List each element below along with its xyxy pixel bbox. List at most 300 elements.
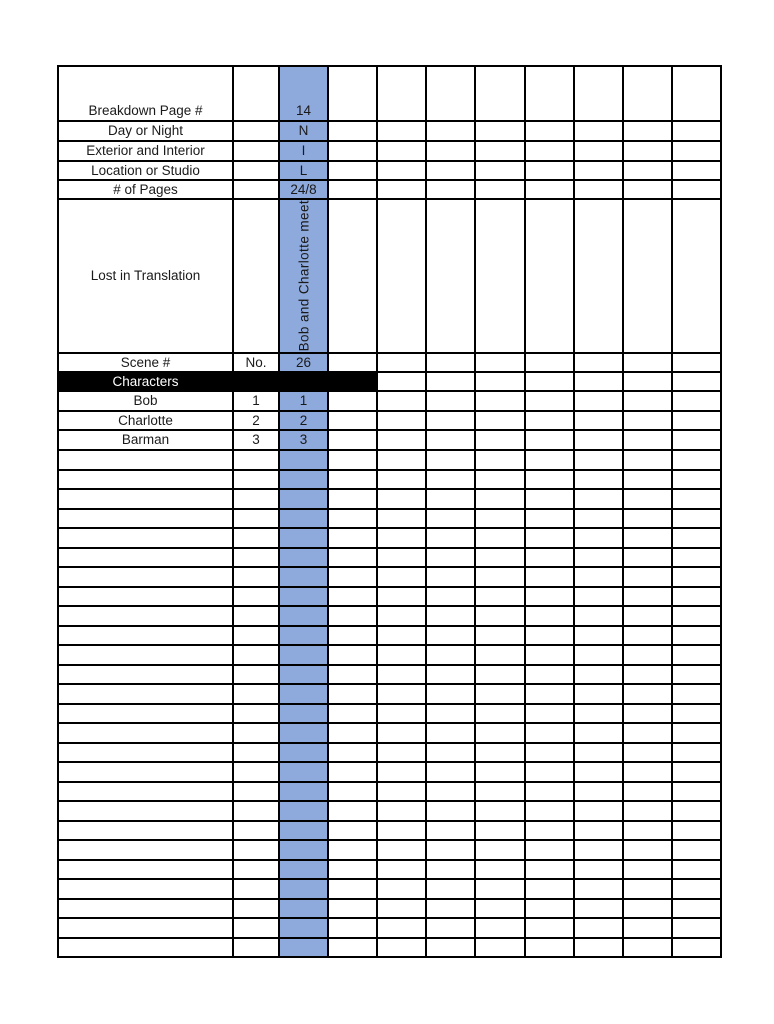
empty-no-cell bbox=[234, 744, 278, 762]
empty-strip-cell bbox=[427, 627, 474, 645]
empty-row bbox=[59, 490, 720, 508]
empty-strip-cell bbox=[575, 724, 622, 742]
empty-strip-cell bbox=[575, 200, 622, 352]
empty-no-cell bbox=[234, 939, 278, 957]
empty-strip-cell bbox=[575, 841, 622, 859]
character-number: 3 bbox=[252, 432, 260, 448]
empty-strip-cell bbox=[624, 354, 671, 371]
empty-strip-cell bbox=[526, 373, 573, 390]
empty-row bbox=[59, 939, 720, 957]
scene-label-cell bbox=[59, 354, 232, 371]
empty-strip-cell bbox=[476, 354, 523, 371]
empty-strip-cell bbox=[526, 67, 573, 120]
scene-number-cell bbox=[280, 354, 327, 371]
empty-label-cell bbox=[59, 607, 232, 625]
empty-strip-cell bbox=[624, 666, 671, 684]
empty-strip-cell bbox=[378, 451, 425, 469]
empty-strip-cell bbox=[329, 705, 376, 723]
empty-strip-cell bbox=[526, 412, 573, 429]
empty-strip-cell bbox=[427, 685, 474, 703]
empty-strip-cell bbox=[427, 200, 474, 352]
empty-strip-cell bbox=[378, 568, 425, 586]
empty-row bbox=[59, 861, 720, 879]
empty-row bbox=[59, 471, 720, 489]
no-column-cell bbox=[234, 162, 278, 179]
empty-strip-cell bbox=[575, 181, 622, 198]
empty-strip-cell bbox=[329, 451, 376, 469]
empty-strip-value-cell bbox=[280, 627, 327, 645]
empty-strip-cell bbox=[476, 705, 523, 723]
empty-strip-value-cell bbox=[280, 607, 327, 625]
empty-strip-cell bbox=[329, 802, 376, 820]
empty-strip-cell bbox=[673, 471, 720, 489]
breakdown-sheet-table bbox=[57, 65, 722, 958]
character-in-scene: 1 bbox=[299, 393, 308, 409]
empty-strip-cell bbox=[624, 646, 671, 664]
empty-label-cell bbox=[59, 744, 232, 762]
empty-strip-cell bbox=[476, 568, 523, 586]
empty-strip-cell bbox=[329, 162, 376, 179]
empty-row bbox=[59, 724, 720, 742]
empty-strip-cell bbox=[329, 919, 376, 937]
empty-strip-cell bbox=[526, 142, 573, 160]
character-in-scene: 3 bbox=[299, 432, 308, 448]
empty-strip-cell bbox=[673, 392, 720, 410]
title-row-ext-int bbox=[59, 142, 720, 160]
empty-strip-cell bbox=[575, 646, 622, 664]
empty-strip-cell bbox=[329, 841, 376, 859]
empty-strip-cell bbox=[575, 861, 622, 879]
empty-strip-cell bbox=[526, 568, 573, 586]
empty-strip-cell bbox=[526, 431, 573, 449]
empty-strip-cell bbox=[427, 939, 474, 957]
character-in-scene-cell bbox=[280, 412, 327, 429]
empty-strip-cell bbox=[476, 666, 523, 684]
empty-no-cell bbox=[234, 685, 278, 703]
empty-strip-cell bbox=[329, 607, 376, 625]
characters-banner-label: Characters bbox=[112, 373, 179, 389]
strip-value-cell bbox=[280, 67, 327, 120]
empty-strip-cell bbox=[329, 880, 376, 898]
empty-strip-cell bbox=[575, 490, 622, 508]
empty-strip-cell bbox=[476, 822, 523, 840]
row-label: # of Pages bbox=[113, 181, 178, 197]
row-label-cell bbox=[59, 181, 232, 198]
empty-strip-cell bbox=[673, 822, 720, 840]
empty-strip-cell bbox=[526, 354, 573, 371]
empty-strip-cell bbox=[427, 122, 474, 140]
empty-strip-cell bbox=[476, 919, 523, 937]
empty-strip-cell bbox=[575, 939, 622, 957]
empty-strip-cell bbox=[575, 607, 622, 625]
empty-strip-cell bbox=[476, 490, 523, 508]
empty-row bbox=[59, 588, 720, 606]
no-column-cell bbox=[234, 122, 278, 140]
empty-label-cell bbox=[59, 627, 232, 645]
empty-row bbox=[59, 510, 720, 528]
empty-strip-cell bbox=[575, 685, 622, 703]
empty-strip-cell bbox=[526, 724, 573, 742]
empty-strip-cell bbox=[427, 783, 474, 801]
character-name: Bob bbox=[133, 393, 158, 409]
empty-strip-cell bbox=[624, 841, 671, 859]
empty-strip-cell bbox=[624, 122, 671, 140]
empty-label-cell bbox=[59, 763, 232, 781]
characters-banner-row bbox=[59, 373, 720, 390]
empty-strip-cell bbox=[526, 763, 573, 781]
empty-strip-cell bbox=[526, 841, 573, 859]
breakdown-page-number: 14 bbox=[295, 102, 312, 118]
empty-label-cell bbox=[59, 919, 232, 937]
empty-strip-value-cell bbox=[280, 685, 327, 703]
empty-strip-cell bbox=[673, 451, 720, 469]
empty-strip-cell bbox=[378, 142, 425, 160]
empty-strip-cell bbox=[624, 783, 671, 801]
empty-strip-cell bbox=[378, 122, 425, 140]
empty-no-cell bbox=[234, 588, 278, 606]
character-in-scene-cell bbox=[280, 431, 327, 449]
row-label-cell bbox=[59, 162, 232, 179]
empty-strip-cell bbox=[427, 705, 474, 723]
empty-strip-cell bbox=[624, 373, 671, 390]
empty-strip-cell bbox=[476, 900, 523, 918]
empty-row bbox=[59, 802, 720, 820]
empty-strip-cell bbox=[624, 822, 671, 840]
scene-description-cell bbox=[280, 200, 327, 352]
empty-strip-value-cell bbox=[280, 646, 327, 664]
strip-value-cell bbox=[280, 181, 327, 198]
character-number-cell bbox=[234, 412, 278, 429]
empty-strip-cell bbox=[378, 607, 425, 625]
empty-strip-cell bbox=[476, 646, 523, 664]
empty-strip-cell bbox=[329, 666, 376, 684]
empty-strip-cell bbox=[673, 373, 720, 390]
empty-strip-cell bbox=[624, 568, 671, 586]
empty-row bbox=[59, 646, 720, 664]
empty-strip-cell bbox=[673, 783, 720, 801]
row-label-cell bbox=[59, 142, 232, 160]
film-title: Lost in Translation bbox=[90, 268, 201, 284]
empty-strip-value-cell bbox=[280, 841, 327, 859]
empty-strip-cell bbox=[526, 510, 573, 528]
empty-strip-cell bbox=[673, 529, 720, 547]
empty-strip-cell bbox=[329, 392, 376, 410]
empty-label-cell bbox=[59, 529, 232, 547]
empty-no-cell bbox=[234, 880, 278, 898]
empty-strip-cell bbox=[427, 529, 474, 547]
empty-strip-cell bbox=[575, 568, 622, 586]
empty-strip-cell bbox=[624, 588, 671, 606]
empty-strip-cell bbox=[673, 431, 720, 449]
empty-strip-cell bbox=[526, 939, 573, 957]
empty-strip-cell bbox=[575, 900, 622, 918]
empty-strip-value-cell bbox=[280, 529, 327, 547]
empty-strip-value-cell bbox=[280, 451, 327, 469]
empty-strip-cell bbox=[427, 373, 474, 390]
empty-strip-value-cell bbox=[280, 900, 327, 918]
empty-strip-value-cell bbox=[280, 861, 327, 879]
empty-label-cell bbox=[59, 685, 232, 703]
empty-label-cell bbox=[59, 939, 232, 957]
empty-strip-cell bbox=[575, 627, 622, 645]
empty-strip-cell bbox=[378, 685, 425, 703]
empty-row bbox=[59, 666, 720, 684]
empty-strip-cell bbox=[575, 783, 622, 801]
empty-strip-cell bbox=[378, 412, 425, 429]
empty-strip-cell bbox=[624, 67, 671, 120]
empty-strip-cell bbox=[673, 802, 720, 820]
empty-strip-cell bbox=[427, 490, 474, 508]
scene-description-vertical-text: Bob and Charlotte meet bbox=[295, 200, 311, 351]
empty-label-cell bbox=[59, 900, 232, 918]
empty-strip-cell bbox=[427, 451, 474, 469]
empty-no-cell bbox=[234, 627, 278, 645]
character-name-cell bbox=[59, 392, 232, 410]
empty-strip-cell bbox=[378, 919, 425, 937]
empty-strip-cell bbox=[575, 666, 622, 684]
empty-strip-value-cell bbox=[280, 939, 327, 957]
empty-strip-cell bbox=[624, 685, 671, 703]
empty-strip-cell bbox=[329, 822, 376, 840]
empty-strip-cell bbox=[624, 744, 671, 762]
empty-strip-cell bbox=[624, 471, 671, 489]
empty-strip-cell bbox=[378, 529, 425, 547]
empty-strip-cell bbox=[427, 607, 474, 625]
empty-strip-cell bbox=[673, 646, 720, 664]
no-header-cell bbox=[234, 354, 278, 371]
empty-strip-cell bbox=[673, 939, 720, 957]
empty-strip-cell bbox=[575, 549, 622, 567]
empty-strip-cell bbox=[329, 939, 376, 957]
empty-strip-cell bbox=[673, 666, 720, 684]
empty-strip-cell bbox=[526, 471, 573, 489]
empty-no-cell bbox=[234, 510, 278, 528]
empty-strip-cell bbox=[378, 67, 425, 120]
empty-strip-cell bbox=[673, 67, 720, 120]
empty-label-cell bbox=[59, 666, 232, 684]
empty-strip-cell bbox=[673, 181, 720, 198]
row-label-cell bbox=[59, 67, 232, 120]
empty-strip-cell bbox=[575, 471, 622, 489]
character-name-cell bbox=[59, 431, 232, 449]
empty-strip-value-cell bbox=[280, 763, 327, 781]
empty-label-cell bbox=[59, 549, 232, 567]
empty-strip-cell bbox=[624, 705, 671, 723]
empty-strip-cell bbox=[427, 392, 474, 410]
empty-strip-cell bbox=[378, 373, 425, 390]
empty-strip-cell bbox=[378, 588, 425, 606]
character-number: 1 bbox=[252, 393, 260, 409]
empty-strip-cell bbox=[378, 627, 425, 645]
empty-strip-cell bbox=[476, 142, 523, 160]
empty-label-cell bbox=[59, 471, 232, 489]
empty-strip-cell bbox=[673, 142, 720, 160]
empty-strip-cell bbox=[673, 763, 720, 781]
empty-row bbox=[59, 705, 720, 723]
empty-row bbox=[59, 451, 720, 469]
no-column-cell bbox=[234, 181, 278, 198]
empty-strip-cell bbox=[673, 568, 720, 586]
empty-strip-cell bbox=[526, 549, 573, 567]
empty-strip-cell bbox=[329, 744, 376, 762]
empty-strip-cell bbox=[378, 861, 425, 879]
empty-strip-cell bbox=[624, 162, 671, 179]
character-in-scene-cell bbox=[280, 392, 327, 410]
empty-strip-cell bbox=[575, 142, 622, 160]
empty-strip-cell bbox=[673, 744, 720, 762]
empty-row bbox=[59, 529, 720, 547]
empty-strip-cell bbox=[526, 529, 573, 547]
empty-strip-cell bbox=[526, 900, 573, 918]
empty-strip-cell bbox=[624, 412, 671, 429]
empty-strip-cell bbox=[329, 490, 376, 508]
no-column-cell bbox=[234, 142, 278, 160]
empty-label-cell bbox=[59, 880, 232, 898]
empty-strip-cell bbox=[476, 939, 523, 957]
empty-no-cell bbox=[234, 841, 278, 859]
empty-strip-cell bbox=[624, 431, 671, 449]
empty-strip-cell bbox=[378, 549, 425, 567]
empty-strip-value-cell bbox=[280, 471, 327, 489]
empty-strip-cell bbox=[476, 588, 523, 606]
empty-row bbox=[59, 900, 720, 918]
empty-strip-cell bbox=[526, 490, 573, 508]
empty-strip-cell bbox=[427, 181, 474, 198]
empty-strip-cell bbox=[427, 67, 474, 120]
empty-strip-cell bbox=[427, 744, 474, 762]
empty-strip-value-cell bbox=[280, 666, 327, 684]
empty-strip-cell bbox=[476, 373, 523, 390]
empty-strip-cell bbox=[476, 783, 523, 801]
title-row-day-or-night bbox=[59, 122, 720, 140]
empty-strip-cell bbox=[526, 588, 573, 606]
character-number-cell bbox=[234, 392, 278, 410]
empty-strip-cell bbox=[378, 822, 425, 840]
scene-number: 26 bbox=[295, 354, 312, 370]
empty-row bbox=[59, 607, 720, 625]
empty-strip-cell bbox=[427, 880, 474, 898]
row-label-cell bbox=[59, 122, 232, 140]
empty-strip-cell bbox=[476, 431, 523, 449]
empty-strip-cell bbox=[575, 919, 622, 937]
empty-strip-cell bbox=[378, 490, 425, 508]
empty-strip-cell bbox=[476, 200, 523, 352]
character-row bbox=[59, 412, 720, 429]
empty-strip-value-cell bbox=[280, 802, 327, 820]
empty-strip-cell bbox=[575, 162, 622, 179]
empty-row bbox=[59, 685, 720, 703]
empty-no-cell bbox=[234, 529, 278, 547]
empty-label-cell bbox=[59, 841, 232, 859]
empty-row bbox=[59, 880, 720, 898]
empty-strip-cell bbox=[329, 431, 376, 449]
empty-no-cell bbox=[234, 490, 278, 508]
empty-strip-cell bbox=[673, 900, 720, 918]
empty-strip-cell bbox=[624, 549, 671, 567]
empty-strip-cell bbox=[378, 744, 425, 762]
empty-strip-cell bbox=[673, 841, 720, 859]
empty-strip-cell bbox=[476, 181, 523, 198]
empty-strip-cell bbox=[329, 142, 376, 160]
empty-strip-cell bbox=[427, 666, 474, 684]
empty-strip-cell bbox=[624, 510, 671, 528]
empty-strip-cell bbox=[624, 451, 671, 469]
empty-strip-cell bbox=[476, 861, 523, 879]
empty-no-cell bbox=[234, 822, 278, 840]
empty-strip-cell bbox=[427, 861, 474, 879]
empty-strip-cell bbox=[427, 724, 474, 742]
empty-strip-cell bbox=[624, 939, 671, 957]
empty-strip-cell bbox=[624, 861, 671, 879]
empty-strip-cell bbox=[427, 841, 474, 859]
empty-strip-cell bbox=[526, 822, 573, 840]
character-row bbox=[59, 392, 720, 410]
empty-strip-cell bbox=[476, 549, 523, 567]
empty-no-cell bbox=[234, 783, 278, 801]
empty-strip-value-cell bbox=[280, 880, 327, 898]
empty-strip-cell bbox=[575, 67, 622, 120]
empty-strip-cell bbox=[378, 646, 425, 664]
empty-strip-cell bbox=[329, 412, 376, 429]
empty-strip-cell bbox=[673, 354, 720, 371]
empty-strip-cell bbox=[427, 802, 474, 820]
empty-label-cell bbox=[59, 861, 232, 879]
character-name-cell bbox=[59, 412, 232, 429]
empty-strip-cell bbox=[575, 529, 622, 547]
empty-strip-cell bbox=[624, 919, 671, 937]
empty-no-cell bbox=[234, 451, 278, 469]
character-name: Charlotte bbox=[118, 412, 173, 428]
empty-strip-cell bbox=[378, 354, 425, 371]
character-row bbox=[59, 431, 720, 449]
empty-strip-cell bbox=[526, 861, 573, 879]
empty-strip-cell bbox=[575, 431, 622, 449]
characters-banner-cell bbox=[59, 373, 376, 390]
empty-no-cell bbox=[234, 471, 278, 489]
empty-strip-cell bbox=[673, 705, 720, 723]
empty-strip-cell bbox=[427, 142, 474, 160]
empty-no-cell bbox=[234, 919, 278, 937]
empty-strip-cell bbox=[427, 900, 474, 918]
ext-int-value: I bbox=[301, 143, 306, 159]
scene-number-row bbox=[59, 354, 720, 371]
empty-strip-cell bbox=[427, 510, 474, 528]
empty-label-cell bbox=[59, 802, 232, 820]
empty-strip-value-cell bbox=[280, 510, 327, 528]
empty-no-cell bbox=[234, 568, 278, 586]
empty-strip-cell bbox=[378, 162, 425, 179]
empty-label-cell bbox=[59, 568, 232, 586]
empty-strip-cell bbox=[329, 783, 376, 801]
title-row-breakdown-page bbox=[59, 67, 720, 120]
empty-strip-cell bbox=[575, 392, 622, 410]
empty-strip-cell bbox=[624, 627, 671, 645]
row-label: Breakdown Page # bbox=[88, 102, 203, 118]
empty-strip-cell bbox=[427, 919, 474, 937]
empty-strip-cell bbox=[673, 919, 720, 937]
empty-strip-cell bbox=[378, 900, 425, 918]
empty-strip-cell bbox=[575, 510, 622, 528]
empty-strip-cell bbox=[476, 67, 523, 120]
empty-strip-cell bbox=[673, 588, 720, 606]
scene-label: Scene # bbox=[120, 354, 171, 370]
empty-strip-cell bbox=[378, 763, 425, 781]
empty-label-cell bbox=[59, 588, 232, 606]
empty-no-cell bbox=[234, 607, 278, 625]
empty-strip-cell bbox=[427, 431, 474, 449]
empty-strip-cell bbox=[427, 471, 474, 489]
empty-strip-cell bbox=[673, 724, 720, 742]
